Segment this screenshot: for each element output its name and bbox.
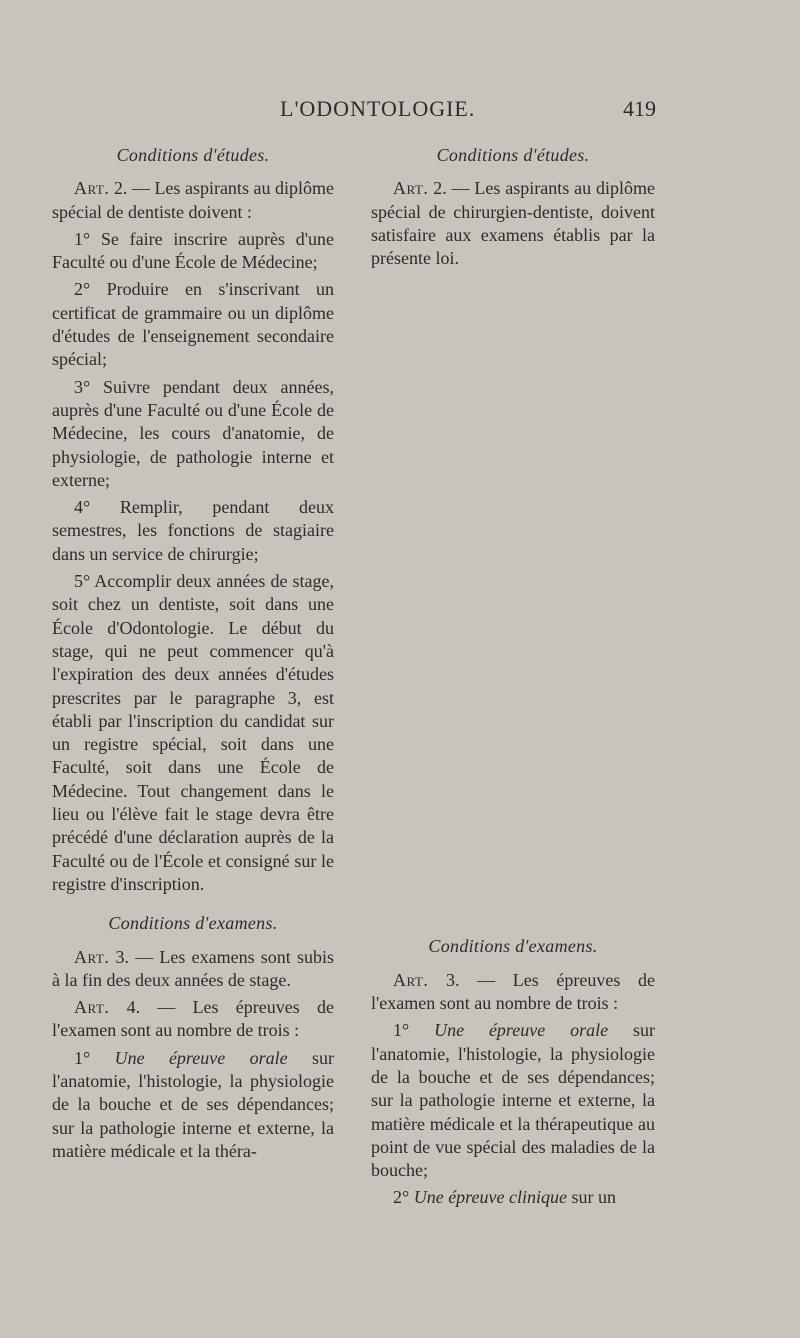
article-label: Art. [393,178,429,199]
exam-item-1-right: 1° Une épreuve orale sur l'anatomie, l'histologie, la physiologie de la bouche et de ses dépendances; sur la pathologie interne et externe, la matière médicale et la thérapeutique au point de vue spécial des maladies de la bouche; [371,1020,656,1181]
condition-item-2: 2° Produire en s'inscrivant un certificat de grammaire ou un diplôme d'études de l'enseignement secondaire spécial; [52,279,334,370]
running-head [270,96,670,126]
right-column [371,144,655,1214]
article-2-left: Art. 2. — Les aspirants au diplôme spécial de dentiste doivent : [52,178,334,222]
condition-item-3: 3° Suivre pendant deux années, auprès d'une Faculté ou d'une École de Médecine, les cours d'anatomie, de physiologie, de pathologie interne et externe; [52,376,334,490]
condition-item-5: 5° Accomplir deux années de stage, soit chez un dentiste, soit dans une École d'Odontologie. Le début du stage, qui ne peut commencer qu'à l'expiration des deux années d'études prescrites par le paragraphe 3, est établi par l'inscription du candidat sur un registre spécial, soit dans une Faculté, soit dans une École de Médecine. Tout changement dans le lieu ou l'élève fait le stage devra être précédé d'une déclaration auprès de la Faculté ou de l'École et consigné sur le registre d'inscription. [52,571,334,894]
article-2-right: Art. 2. — Les aspirants au diplôme spécial de chirurgien-dentiste, doivent satisfaire aux examens établis par la présente loi. [371,178,655,269]
heading-conditions-etudes-right: Conditions d'études. [436,145,590,165]
condition-item-4: 4° Remplir, pendant deux semestres, les fonctions de stagiaire dans un service de chirurgie; [52,497,334,564]
condition-item-1: 1° Se faire inscrire auprès d'une Faculté ou d'une École de Médecine; [52,228,334,273]
heading-conditions-etudes-left: Conditions d'études. [116,145,270,165]
article-label: Art. [74,178,110,199]
left-column [52,144,334,1167]
heading-conditions-examens-right: Conditions d'examens. [428,936,598,957]
article-3-left: Art. 3. — Les examens sont subis à la fin des deux années de stage. [52,946,334,990]
article-label: Art. [74,946,110,967]
article-label: Art. [74,997,110,1018]
exam-item-1-left: 1° Une épreuve orale sur l'anatomie, l'histologie, la physiologie de la bouche et de ses dépendances; sur la pathologie interne et externe, la matière médicale et la théra- [52,1047,335,1161]
article-label: Art. [393,969,429,990]
page-number: 419 [623,96,656,121]
heading-conditions-examens-left: Conditions d'examens. [108,913,278,934]
article-3-right: Art. 3. — Les épreuves de l'examen sont au nombre de trois : [371,969,655,1014]
article-4-left: Art. 4. — Les épreuves de l'examen sont au nombre de trois : [52,997,334,1041]
running-title: L'ODONTOLOGIE. [280,96,476,121]
exam-item-2-right: 2° Une épreuve clinique sur un [393,1187,616,1208]
